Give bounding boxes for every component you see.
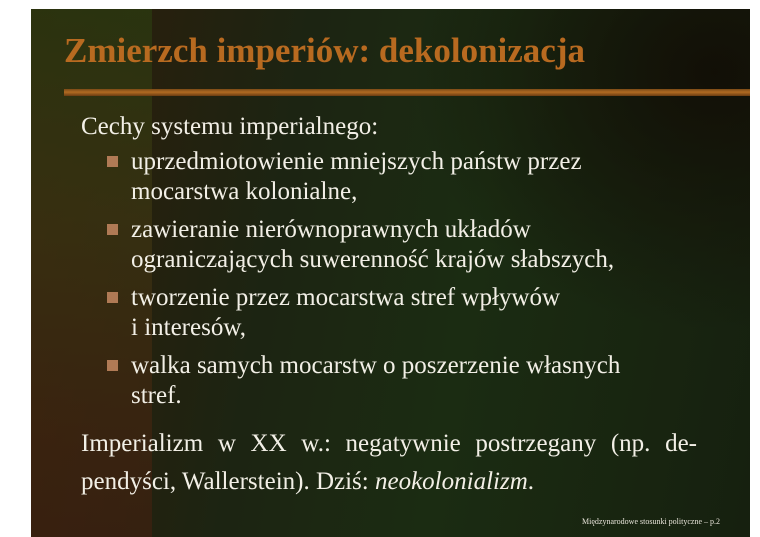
bullet-line: uprzedmiotowienie mniejszych państw przez xyxy=(131,148,582,175)
slide-title: Zmierzch imperiów: dekolonizacja xyxy=(64,31,586,70)
section-heading: Cechy systemu imperialnego: xyxy=(81,113,379,140)
emphasis-term: neokolonializm xyxy=(374,468,528,495)
slide xyxy=(31,9,750,537)
bullet-list xyxy=(81,147,721,411)
paragraph-text: pendyści, Wallerstein). Dziś: xyxy=(81,468,375,495)
square-bullet-icon xyxy=(107,360,118,371)
bullet-line: tworzenie przez mocarstwa stref wpływów xyxy=(131,284,560,311)
paragraph-text: . xyxy=(527,468,534,495)
bullet-line: i interesów, xyxy=(131,314,247,341)
bullet-line: walka samych mocarstw o poszerzenie własnych xyxy=(131,352,621,379)
paragraph-line xyxy=(81,463,721,501)
bullet-item xyxy=(107,351,721,411)
bullet-item xyxy=(107,215,721,275)
slide-content xyxy=(81,112,721,501)
bullet-item xyxy=(107,147,721,207)
bullet-line: ograniczających suwerenność krajów słabszych, xyxy=(131,246,615,273)
square-bullet-icon xyxy=(107,224,118,235)
bullet-line: mocarstwa kolonialne, xyxy=(131,178,358,205)
summary-paragraph xyxy=(81,425,721,501)
square-bullet-icon xyxy=(107,292,118,303)
bullet-line: zawieranie nierównoprawnych układów xyxy=(131,216,531,243)
title-underline xyxy=(64,89,750,96)
bullet-line: stref. xyxy=(131,382,182,409)
paragraph-line: Imperializm w XX w.: negatywnie postrzegany (np. de- xyxy=(81,430,697,457)
square-bullet-icon xyxy=(107,156,118,167)
slide-footer: Międzynarodowe stosunki polityczne – p.2 xyxy=(582,517,720,526)
bullet-item xyxy=(107,283,721,343)
